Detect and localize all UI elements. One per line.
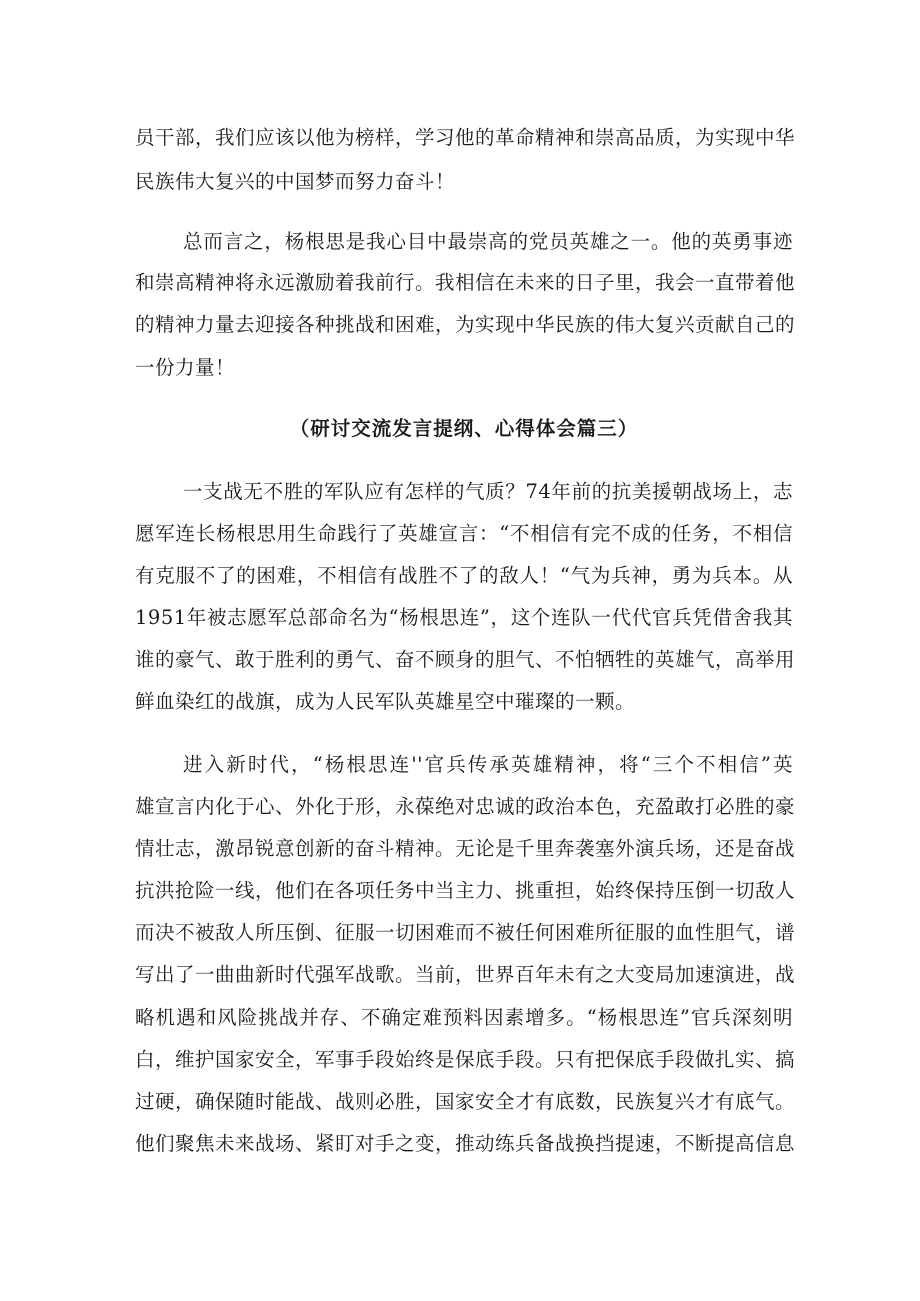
paragraph-4-line-2: 雄宣言内化于心、外化于形，永葆绝对忠诚的政治本色，充盈敢打必胜的豪	[135, 795, 796, 818]
paragraph-1-line-1: 员干部，我们应该以他为榜样，学习他的革命精神和崇高品质，为实现中华	[135, 126, 796, 149]
paragraph-3-line-1: 一支战无不胜的军队应有怎样的气质？74年前的抗美援朝战场上，志	[183, 480, 793, 503]
paragraph-2-line-1: 总而言之，杨根思是我心目中最崇高的党员英雄之一。他的英勇事迹	[183, 230, 793, 253]
paragraph-1-line-2: 民族伟大复兴的中国梦而努力奋斗！	[135, 170, 456, 193]
paragraph-4-line-5: 而决不被敌人所压倒、征服一切困难而不被任何困难所征服的血性胆气，谱	[135, 921, 796, 944]
paragraph-2-line-3: 的精神力量去迎接各种挑战和困难，为实现中华民族的伟大复兴贡献自己的	[135, 313, 796, 336]
paragraph-4-line-9: 过硬，确保随时能战、战则必胜，国家安全才有底数，民族复兴才有底气。	[135, 1090, 796, 1113]
paragraph-3-line-3: 有克服不了的困难，不相信有战胜不了的敌人！“气为兵神，勇为兵本。从	[135, 564, 793, 587]
paragraph-3-line-6: 鲜血染红的战旗，成为人民军队英雄星空中璀璨的一颗。	[135, 690, 636, 713]
paragraph-4-line-1: 进入新时代，“杨根思连''官兵传承英雄精神，将“三个不相信”英	[183, 753, 793, 776]
section-heading: （研讨交流发言提纲、心得体会篇三）	[289, 417, 639, 440]
paragraph-4-line-3: 情壮志，激昂锐意创新的奋斗精神。无论是千里奔袭塞外演兵场，还是奋战	[135, 837, 796, 860]
paragraph-4-line-10: 他们聚焦未来战场、紧盯对手之变，推动练兵备战换挡提速，不断提高信息	[135, 1132, 796, 1155]
paragraph-4-line-6: 写出了一曲曲新时代强军战歌。当前，世界百年未有之大变局加速演进，战	[135, 963, 796, 986]
paragraph-3-line-5: 谁的豪气、敢于胜利的勇气、奋不顾身的胆气、不怕牺牲的英雄气，高举用	[135, 648, 796, 671]
paragraph-3-line-4: 1951年被志愿军总部命名为“杨根思连”，这个连队一代代官兵凭借舍我其	[135, 606, 793, 629]
paragraph-2-line-2: 和崇高精神将永远激励着我前行。我相信在未来的日子里，我会一直带着他	[135, 271, 796, 294]
paragraph-2-line-4: 一份力量！	[135, 356, 236, 379]
paragraph-4-line-8: 白，维护国家安全，军事手段始终是保底手段。只有把保底手段做扎实、搞	[135, 1048, 796, 1071]
paragraph-4-line-4: 抗洪抢险一线，他们在各项任务中当主力、挑重担，始终保持压倒一切敌人	[135, 879, 796, 902]
paragraph-4-line-7: 略机遇和风险挑战并存、不确定难预料因素增多。“杨根思连”官兵深刻明	[135, 1006, 793, 1029]
paragraph-3-line-2: 愿军连长杨根思用生命践行了英雄宣言：“不相信有完不成的任务，不相信	[135, 522, 793, 545]
